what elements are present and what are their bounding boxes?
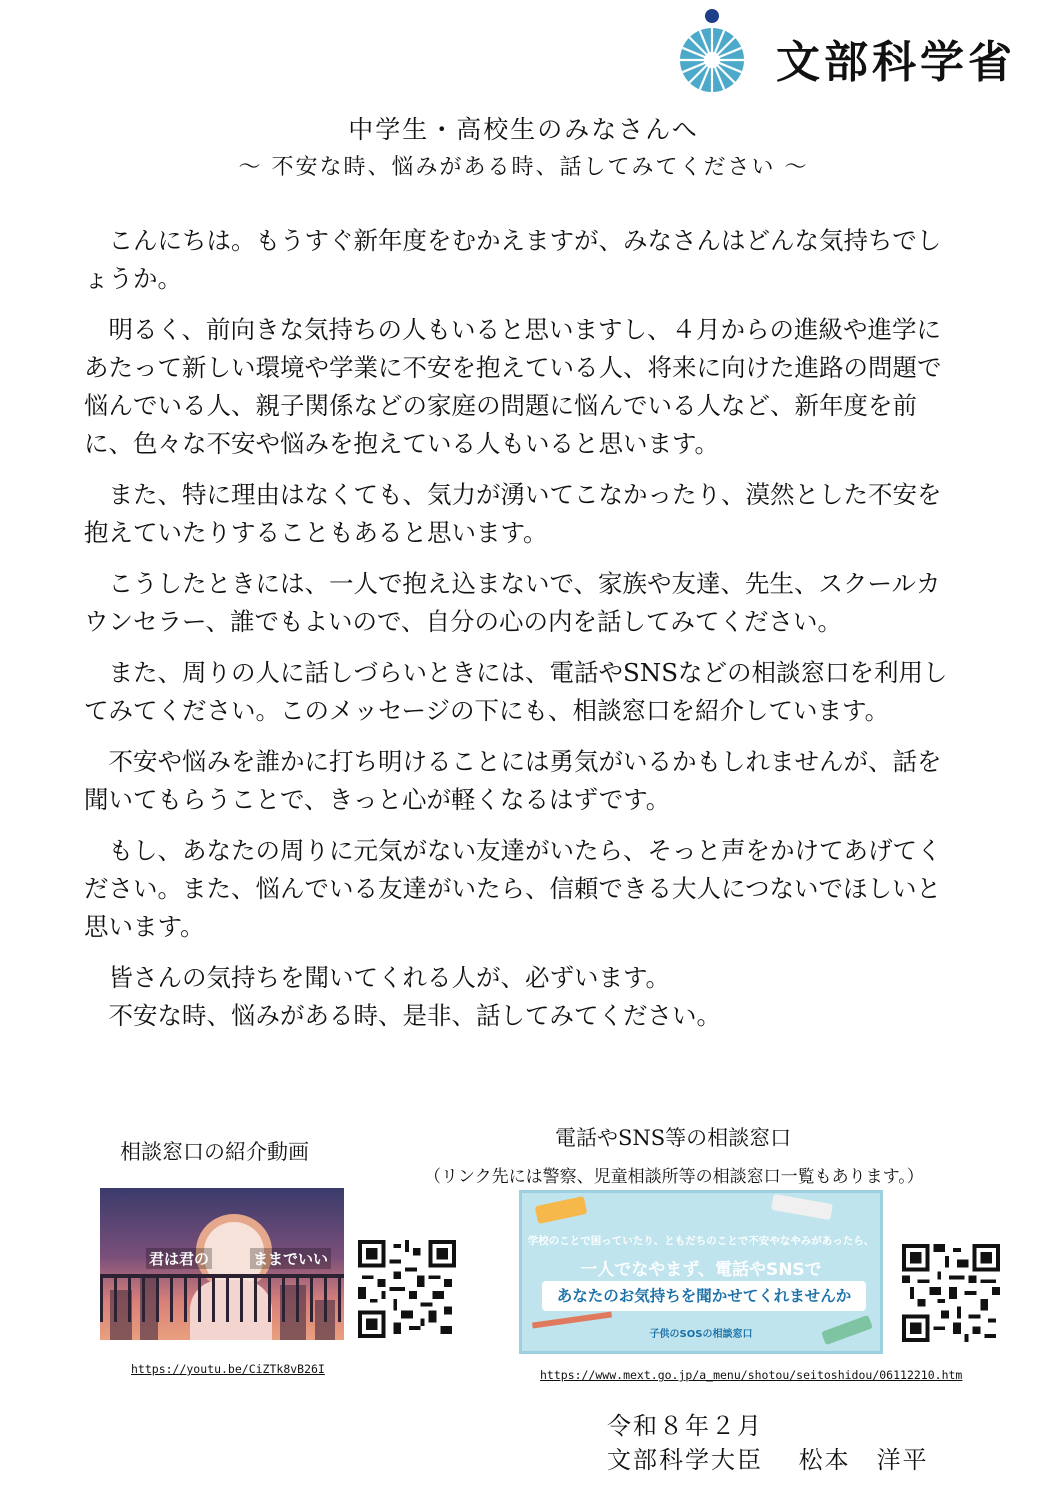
tape-decoration — [535, 1196, 588, 1224]
contact-qr-code-icon[interactable] — [902, 1244, 1000, 1342]
page-title: 中学生・高校生のみなさんへ — [348, 115, 699, 144]
banner-line4: 子供のSOSの相談窓口 — [649, 1329, 753, 1340]
paragraph: 明るく、前向きな気持ちの人もいると思いますし、４月からの進級や進学にあたって新しい環境や学業に不安を抱えている人、将来に向けた進路の問題で悩んでいる人、親子関係などの家庭の問題に悩んでいる人など、新年度を前に、色々な不安や悩みを抱えている人もいると思います。 — [84, 315, 942, 458]
railing-illustration — [100, 1274, 344, 1322]
paragraph: こんにちは。もうすぐ新年度をむかえますが、みなさんはどんな気持ちでしょうか。 — [84, 226, 942, 293]
video-section-label: 相談窓口の紹介動画 — [120, 1140, 309, 1164]
paragraph: また、特に理由はなくても、気力が湧いてこなかったり、漠然とした不安を抱えていたりすることもあると思います。 — [84, 480, 942, 547]
paragraph: もし、あなたの周りに元気がない友達がいたら、そっと声をかけてあげてください。また、悩んでいる友達がいたら、信頼できる大人につないでほしいと思います。 — [84, 836, 942, 941]
message-body — [84, 222, 952, 1035]
video-link[interactable]: https://youtu.be/CiZTk8vB26I — [131, 1362, 325, 1376]
mext-chrysanthemum-emblem-icon — [676, 8, 766, 98]
closing-line: 皆さんの気持ちを聞いてくれる人が、必ずいます。 — [108, 963, 671, 992]
thumb-caption-left: 君は君の — [146, 1248, 212, 1269]
paragraph: また、周りの人に話しづらいときには、電話やSNSなどの相談窓口を利用してみてください。このメッセージの下にも、相談窓口を紹介しています。 — [84, 658, 948, 725]
paragraph: 不安や悩みを誰かに打ち明けることには勇気がいるかもしれませんが、話を聞いてもらうことで、きっと心が軽くなるはずです。 — [84, 747, 942, 814]
contact-section-label: 電話やSNS等の相談窓口 — [555, 1126, 792, 1150]
mext-logo — [676, 8, 1016, 98]
paragraph: こうしたときには、一人で抱え込まないで、家族や友達、先生、スクールカウンセラー、誰でもよいので、自分の心の内を話してみてください。 — [84, 569, 941, 636]
date: 令和８年２月 — [607, 1412, 763, 1440]
contact-link[interactable]: https://www.mext.go.jp/a_menu/shotou/seitoshidou/06112210.htm — [540, 1368, 963, 1382]
signer: 文部科学大臣 松本 洋平 — [607, 1446, 929, 1474]
video-qr-code-icon[interactable] — [358, 1240, 456, 1338]
banner-line3: あなたのお気持ちを聞かせてくれませんか — [542, 1281, 866, 1311]
banner-line2: 一人でなやまず、電話やSNSで — [580, 1260, 822, 1280]
closing-line: 不安な時、悩みがある時、是非、話してみてください。 — [108, 1001, 721, 1030]
sos-contact-banner[interactable] — [519, 1190, 883, 1354]
banner-line1: 学校のことで困っていたり、ともだちのことで不安やなやみがあったら、 — [527, 1235, 875, 1247]
eraser-decoration — [771, 1194, 833, 1220]
logo-text: 文部科学省 — [776, 37, 1016, 88]
contact-section-note: （リンク先には警察、児童相談所等の相談窓口一覧もあります。） — [424, 1167, 924, 1187]
thumb-caption-right: ままでいい — [250, 1248, 331, 1269]
video-thumbnail[interactable] — [100, 1188, 344, 1340]
page-subtitle: ～ 不安な時、悩みがある時、話してみてください ～ — [238, 155, 809, 180]
